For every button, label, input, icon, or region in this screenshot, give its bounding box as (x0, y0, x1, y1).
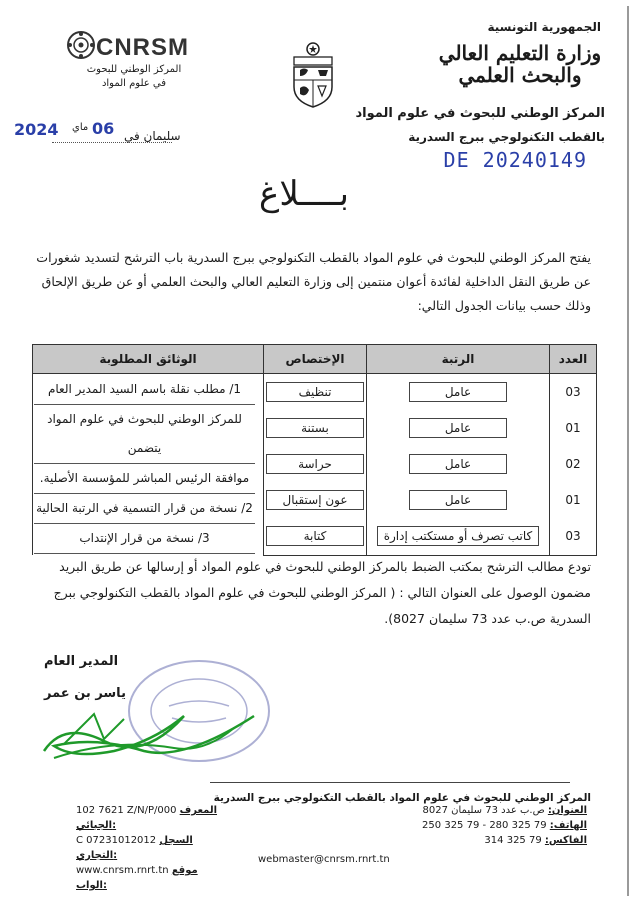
ministry-line1: وزارة التعليم العالي (438, 41, 602, 65)
republic-heading: الجمهورية التونسية (487, 20, 601, 34)
document-page (4, 6, 629, 896)
header-rank: الرتبة (367, 345, 550, 374)
row-specialty: بستنة (264, 410, 367, 446)
phone-label: الهاتف: (549, 820, 587, 831)
intro-paragraph: يفتح المركز الوطني للبحوث في علوم المواد بالقطب التكنولوجي ببرج السدرية باب الترشح لتسديد شغورات عن طريق النقل الداخلية لفائدة أعوان منتمين إلى وزارة التعليم العالي والبحث العلمي أو عن طريق الإلحاق وذلك حسب بيانات الجدول التالي: (36, 250, 591, 313)
document-line: للمركز الوطني للبحوث في علوم المواد يتضمن (34, 405, 255, 464)
document-line: 1/ مطلب نقلة باسم السيد المدير العام (34, 375, 255, 405)
document-line: 2/ نسخة من قرار التسمية في الرتبة الحالية (34, 494, 255, 524)
header-documents: الوثائق المطلوبة (33, 345, 264, 374)
positions-table (32, 344, 597, 556)
center-pole: بالقطب التكنولوجي ببرج السدرية (408, 130, 605, 144)
director-name: ياسر بن عمر (44, 686, 126, 701)
website-link[interactable]: www.cnrsm.rnrt.tn (76, 865, 169, 876)
handwritten-signature-icon (34, 696, 274, 776)
required-documents (33, 374, 264, 556)
address-value: ص.ب عدد 73 سليمان 8027 (422, 805, 545, 816)
logo-subtitle-2: في علوم المواد (101, 78, 167, 89)
registry-value: C 07231012012 (76, 835, 157, 846)
row-count: 02 (550, 446, 597, 482)
row-count: 01 (550, 482, 597, 518)
center-name: المركز الوطني للبحوث في علوم المواد (355, 106, 605, 121)
document-line: موافقة الرئيس المباشر للمؤسسة الأصلية. (34, 464, 255, 494)
table-header-row (33, 345, 597, 374)
logo-subtitle-1: المركز الوطني للبحوث (86, 64, 182, 75)
address-label: العنوان: (547, 805, 587, 816)
table-row (33, 374, 597, 411)
fax-label: الفاكس: (544, 835, 587, 846)
row-rank: كاتب تصرف أو مستكتب إدارة (367, 518, 550, 555)
tax-value: 102 7621 Z/N/P/000 (76, 805, 177, 816)
header-count: العدد (550, 345, 597, 374)
row-rank: عامل (367, 410, 550, 446)
tax-label: المعرف الجبائي: (76, 805, 218, 831)
logo-brand: CNRSM (96, 34, 189, 61)
handwritten-reference: DE 20240149 (443, 148, 587, 172)
phone-value: 79 325 280 - 79 325 250 (422, 820, 547, 831)
ministry-heading (435, 42, 605, 86)
row-specialty: عون إستقبال (264, 482, 367, 518)
director-title: المدير العام (44, 654, 119, 669)
date-year: 2024 (14, 120, 59, 139)
row-rank: عامل (367, 374, 550, 411)
row-count: 03 (550, 374, 597, 411)
footer-registration (76, 803, 226, 893)
row-specialty: كتابة (264, 518, 367, 555)
date-month: ماي (72, 122, 89, 133)
announcement-title: بــــلاغ (259, 174, 349, 214)
row-count: 03 (550, 518, 597, 555)
date-place: سليمان في (124, 129, 181, 143)
header-specialty: الإختصاص (264, 345, 367, 374)
tunisia-coat-of-arms-icon (288, 40, 338, 110)
footer-center-name: المركز الوطني للبحوث في علوم المواد بالقطب التكنولوجي ببرج السدرية (213, 792, 591, 804)
fax-value: 79 325 314 (484, 835, 542, 846)
row-rank: عامل (367, 482, 550, 518)
website-label: موقع الواب: (76, 865, 198, 891)
ministry-line2: والبحث العلمي (458, 63, 582, 87)
row-rank: عامل (367, 446, 550, 482)
footer-contact (347, 803, 587, 848)
webmaster-email[interactable]: webmaster@cnrsm.rnrt.tn (258, 854, 390, 865)
cnrsm-logo-icon (66, 30, 96, 60)
row-specialty: حراسة (264, 446, 367, 482)
closing-paragraph: تودع مطالب الترشح بمكتب الضبط بالمركز الوطني للبحوث في علوم المواد أو إرسالها عن طريق البريد مضمون الوصول على العنوان التالي : ( المركز الوطني للبحوث في علوم المواد بالقطب التكنولوجي ببرج السدرية ص.ب عدد 73 سليمان 8027). (53, 559, 591, 626)
registry-label: السجل التجاري: (76, 835, 193, 861)
document-line: 3/ نسخة من قرار الإنتداب (34, 524, 255, 554)
row-specialty: تنظيف (264, 374, 367, 411)
footer-rule (210, 782, 570, 783)
row-count: 01 (550, 410, 597, 446)
date-day: 06 (92, 119, 115, 138)
